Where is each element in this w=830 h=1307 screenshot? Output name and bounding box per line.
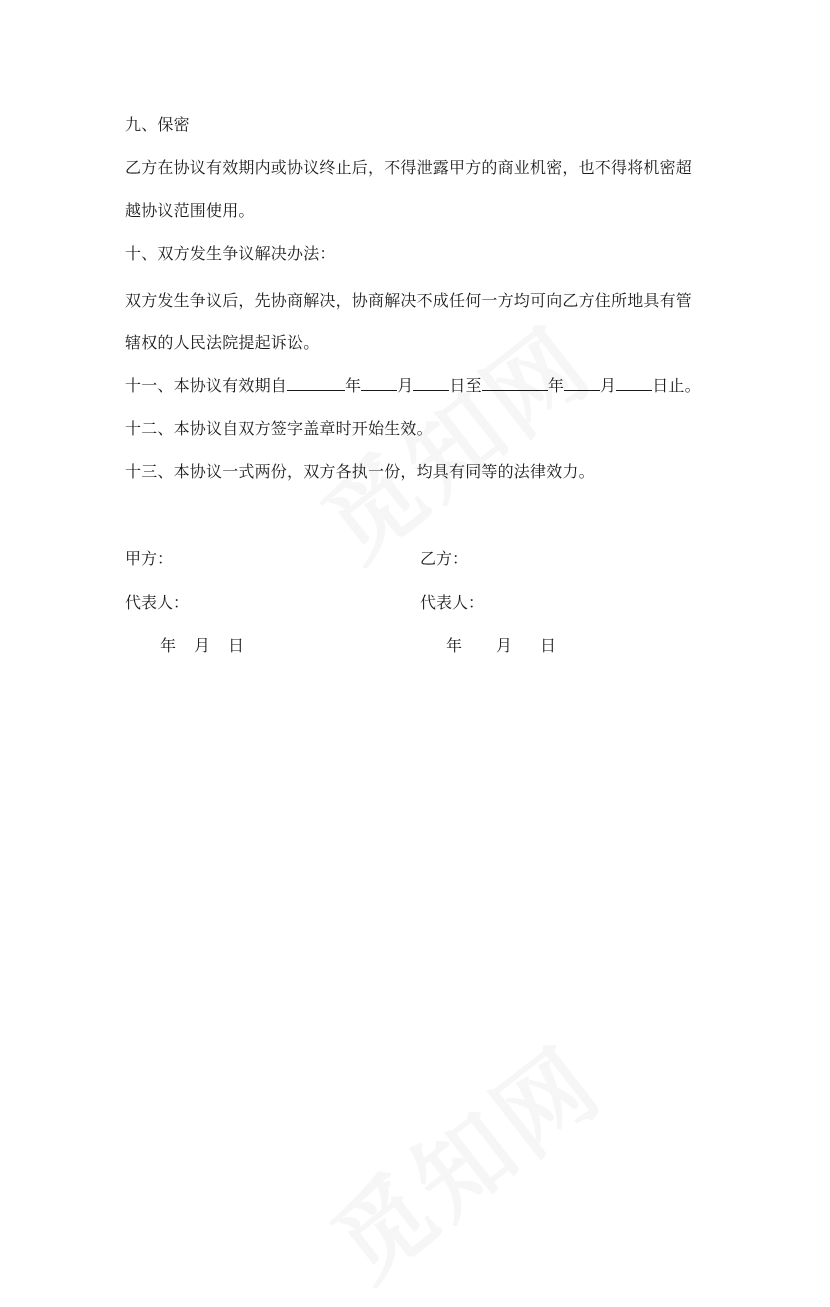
start-year-blank bbox=[287, 376, 345, 391]
start-day-blank bbox=[413, 376, 449, 391]
date-b-day: 日 bbox=[540, 636, 557, 655]
section11-term bbox=[125, 376, 701, 396]
date-b-year: 年 bbox=[446, 636, 463, 655]
term-month-label: 月 bbox=[397, 376, 414, 395]
term-day-to-label: 日至 bbox=[449, 376, 482, 395]
rep-a-label: 代表人： bbox=[125, 593, 190, 612]
date-b-month: 月 bbox=[496, 636, 513, 655]
party-b-date bbox=[446, 636, 556, 656]
section13-text: 十三、本协议一式两份，双方各执一份，均具有同等的法律效力。 bbox=[125, 462, 595, 481]
term-day-end-label: 日止。 bbox=[652, 376, 701, 395]
section9-body-line2: 越协议范围使用。 bbox=[125, 201, 255, 220]
term-month2-label: 月 bbox=[600, 376, 617, 395]
date-a-year: 年 bbox=[160, 636, 177, 655]
section9-body-line1: 乙方在协议有效期内或协议终止后，不得泄露甲方的商业机密，也不得将机密超 bbox=[125, 158, 693, 177]
party-b-label: 乙方： bbox=[420, 549, 469, 568]
start-month-blank bbox=[361, 376, 397, 391]
end-month-blank bbox=[564, 376, 600, 391]
date-a-month: 月 bbox=[194, 636, 211, 655]
section12-text: 十二、本协议自双方签字盖章时开始生效。 bbox=[125, 419, 433, 438]
party-a-date bbox=[160, 636, 244, 656]
section10-heading: 十、双方发生争议解决办法： bbox=[125, 244, 336, 263]
rep-b-label: 代表人： bbox=[420, 593, 485, 612]
term-year2-label: 年 bbox=[547, 376, 565, 395]
section10-body-line2: 辖权的人民法院提起诉讼。 bbox=[125, 333, 320, 352]
end-year-blank bbox=[482, 376, 548, 391]
date-a-day: 日 bbox=[228, 636, 245, 655]
section9-heading: 九、保密 bbox=[125, 115, 190, 134]
party-a-label: 甲方： bbox=[125, 549, 174, 568]
section10-body-line1: 双方发生争议后，先协商解决，协商解决不成任何一方均可向乙方住所地具有管 bbox=[125, 291, 693, 310]
term-year-label: 年 bbox=[345, 376, 362, 395]
term-prefix: 十一、本协议有效期自 bbox=[125, 376, 288, 395]
watermark-lower bbox=[300, 1010, 625, 1306]
end-day-blank bbox=[616, 376, 652, 391]
